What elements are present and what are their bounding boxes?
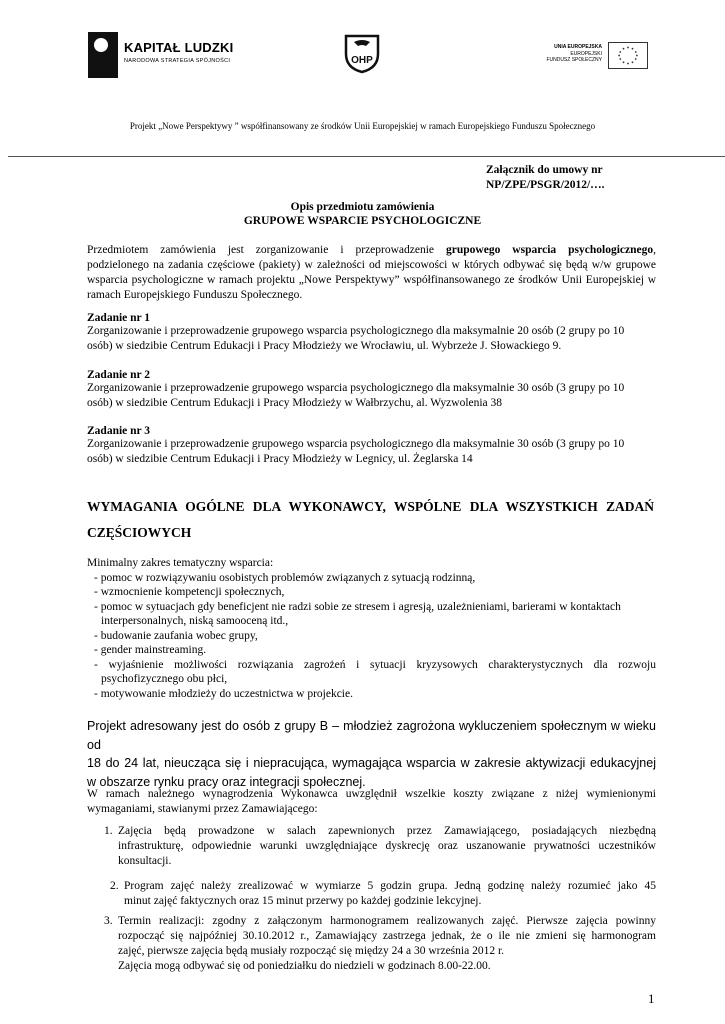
document-title: Opis przedmiotu zamówienia xyxy=(290,201,435,213)
condition-1-line1: Zajęcia będą prowadzone w salach zapewnionych przez Zamawiającego, posiadających niezbędną xyxy=(118,825,656,837)
condition-number: 2. xyxy=(110,880,119,892)
scope-item-continuation: interpersonalnych, niską samooceną itd., xyxy=(101,615,289,627)
condition-text xyxy=(118,824,656,869)
scope-item: - gender mainstreaming. xyxy=(94,644,207,656)
target-line1: Projekt adresowany jest do osób z grupy B – młodzież zagrożona wykluczeniem społecznym w wieku od xyxy=(87,719,656,752)
eu-logo-line3: FUNDUSZ SPOŁECZNY xyxy=(546,57,602,63)
condition-number: 3. xyxy=(104,915,113,927)
condition-1-line3: konsultacji. xyxy=(118,855,172,867)
intro-paragraph xyxy=(87,243,656,303)
kapital-ludzki-subtitle: NARODOWA STRATEGIA SPÓJNOŚCI xyxy=(124,58,231,64)
annex-line1: Załącznik do umowy nr xyxy=(486,164,603,176)
scope-item: - pomoc w rozwiązywaniu osobistych problemów związanych z sytuacją rodzinną, xyxy=(94,571,476,584)
condition-text xyxy=(118,914,656,974)
task-2 xyxy=(87,369,656,411)
target-group-paragraph xyxy=(87,717,656,791)
kapital-ludzki-name: KAPITAŁ LUDZKI xyxy=(124,40,234,55)
scope-item: - budowanie zaufania wobec grupy, xyxy=(94,629,258,642)
condition-3-line3: zajęć, pierwsze zajęcia będą musiały rozpocząć się między 24 a 30 września 2012 r. xyxy=(118,945,505,957)
ohp-logo xyxy=(340,30,384,74)
task-2-line2: osób) w siedzibie Centrum Edukacji i Pracy Młodzieży w Wałbrzychu, al. Wyzwolenia 38 xyxy=(87,397,503,409)
ohp-emblem-icon xyxy=(340,30,384,74)
condition-1-line2: infrastrukturę, odpowiednie warunki uwzględniające dyskrecję oraz uszanowanie prywatności uczestników xyxy=(118,840,656,852)
intro-line1-post: , xyxy=(653,244,656,256)
scope-item-continuation: psychofizycznego obu płci, xyxy=(101,673,228,685)
condition-3-line2: rozpocząć się najpóźniej 30.10.2012 r., Zamawiający zastrzega jednak, że o ile nie zmieni się harmonogram xyxy=(118,930,656,942)
eu-logo-line2: EUROPEJSKI xyxy=(570,50,602,57)
condition-text xyxy=(124,879,656,909)
intro-line1-pre: Przedmiotem zamówienia jest zorganizowanie i przeprowadzenie xyxy=(87,244,447,256)
condition-2-line1: Program zajęć należy zrealizować w wymiarze 5 godzin grupa. Jedną godzinę należy rozumieć jako 45 xyxy=(124,880,656,892)
eu-flag-icon xyxy=(608,42,648,69)
intro-rest: podzielonego na zadania częściowe (pakiety) w zależności od miejscowości w których odbywać się będą w/w grupowe wsparcia psychologiczne w ramach projektu „Nowe Perspektywy” współfinansowanego ze środków Unii Europejskiej w ramach Europejskiego Funduszu Społecznego. xyxy=(87,259,656,301)
task-1-line2: osób) w siedzibie Centrum Edukacji i Pracy Młodzieży we Wrocławiu, ul. Wybrzeże J. Słowackiego 9. xyxy=(87,340,562,352)
intro-first-line xyxy=(87,243,656,258)
page-number: 1 xyxy=(648,991,655,1006)
task-3 xyxy=(87,425,656,467)
kapital-ludzki-logo xyxy=(88,30,238,82)
project-funding-line: Projekt „Nowe Perspektywy ” współfinansowany ze środków Unii Europejskiej w ramach Europejskiego Funduszu Społecznego xyxy=(129,121,596,131)
requirements-heading-line1: WYMAGANIA OGÓLNE DLA WYKONAWCY, WSPÓLNE DLA WSZYSTKICH ZADAŃ xyxy=(87,499,654,514)
document-subtitle: GRUPOWE WSPARCIE PSYCHOLOGICZNE xyxy=(243,215,482,227)
task-3-heading: Zadanie nr 3 xyxy=(87,425,151,437)
condition-3-line1: Termin realizacji: zgodny z załączonym harmonogramem realizowanych zajęć. Pierwsze zajęcia powinny xyxy=(118,915,656,927)
task-2-heading: Zadanie nr 2 xyxy=(87,369,151,381)
task-1-line1: Zorganizowanie i przeprowadzenie grupowego wsparcia psychologicznego dla maksymalnie 20 osób (2 grupy po 10 xyxy=(87,325,625,337)
remuneration-paragraph xyxy=(87,787,656,817)
scope-item: - motywowanie młodzieży do uczestnictwa w projekcie. xyxy=(94,687,353,700)
eu-logo-line1: UNIA EUROPEJSKA xyxy=(554,44,602,50)
remuneration-line2: wymaganiami, stawianymi przez Zamawiającego: xyxy=(87,803,318,815)
scope-item: - pomoc w sytuacjach gdy beneficjent nie radzi sobie ze stresem i agresją, uzależnieniami, barierami w kontaktach xyxy=(94,600,621,613)
header-divider xyxy=(8,156,725,157)
eu-logo xyxy=(544,42,650,70)
scope-heading: Minimalny zakres tematyczny wsparcia: xyxy=(87,557,274,569)
task-3-line1: Zorganizowanie i przeprowadzenie grupowego wsparcia psychologicznego dla maksymalnie 30 osób (3 grupy po 10 xyxy=(87,438,625,450)
scope-list xyxy=(87,571,656,702)
task-3-line2: osób) w siedzibie Centrum Edukacji i Pracy Młodzieży w Legnicy, ul. Żeglarska 14 xyxy=(87,453,473,465)
task-2-line1: Zorganizowanie i przeprowadzenie grupowego wsparcia psychologicznego dla maksymalnie 30 osób (3 grupy po 10 xyxy=(87,382,625,394)
scope-item: - wzmocnienie kompetencji społecznych, xyxy=(94,586,285,598)
target-line3: w obszarze rynku pracy oraz integracji społecznej. xyxy=(87,774,366,789)
condition-2-line2: minut zajęć faktycznych oraz 15 minut przerwy po każdej godzinie lekcyjnej. xyxy=(124,895,482,907)
target-line2: 18 do 24 lat, nieucząca się i niepracująca, wymagająca wsparcia w zakresie aktywizacji edukacyjnej xyxy=(87,756,656,770)
annex-line2: NP/ZPE/PSGR/2012/…. xyxy=(486,179,605,191)
scope-item: - wyjaśnienie możliwości rozwiązania zagrożeń i sytuacji kryzysowych charakterystycznych dla rozwoju xyxy=(94,658,656,671)
annex-reference xyxy=(486,163,686,193)
requirements-heading xyxy=(87,494,654,546)
task-1 xyxy=(87,312,656,354)
ohp-logo-text: OHP xyxy=(351,55,373,66)
requirements-heading-line2: CZĘŚCIOWYCH xyxy=(87,525,192,540)
scope-section xyxy=(87,556,656,701)
remuneration-line1: W ramach należnego wynagrodzenia Wykonawca uwzględnił wszelkie koszty związane z niżej wymienionymi xyxy=(87,788,656,800)
kapital-ludzki-emblem-icon xyxy=(88,32,118,78)
eu-logo-text xyxy=(544,44,602,64)
intro-line1-bold: grupowego wsparcia psychologicznego xyxy=(446,244,654,256)
condition-3-line4: Zajęcia mogą odbywać się od poniedziałku do niedzieli w godzinach 8.00-22.00. xyxy=(118,960,491,972)
condition-number: 1. xyxy=(104,825,113,837)
task-1-heading: Zadanie nr 1 xyxy=(87,312,151,324)
